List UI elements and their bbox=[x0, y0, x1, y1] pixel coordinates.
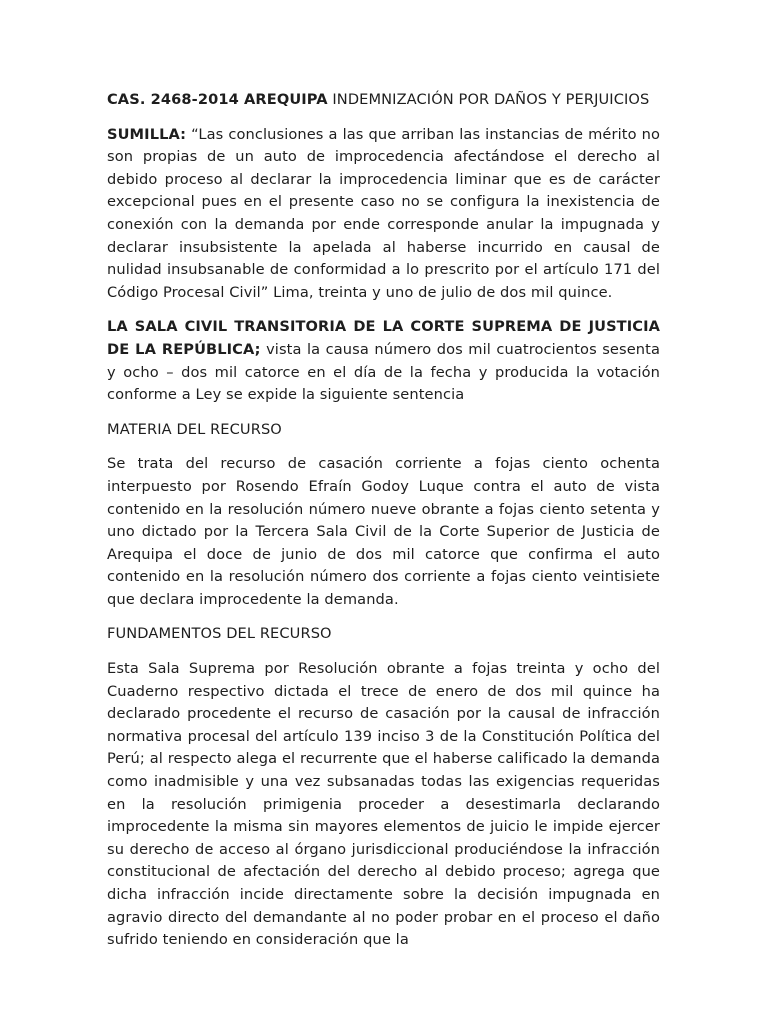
document-page bbox=[107, 89, 660, 964]
case-subject: INDEMNIZACIÓN POR DAÑOS Y PERJUICIOS bbox=[327, 91, 650, 108]
fundamentos-paragraph: Esta Sala Suprema por Resolución obrante a fojas treinta y ocho del Cuaderno respectivo dictada el trece de enero de dos mil quince ha declarado procedente el recurso de casación por la causal de infracción normativa procesal del artículo 139 inciso 3 de la Constitución Política del Perú; al respecto alega el recurrente que el haberse calificado la demanda como inadmisible y una vez subsanadas todas las exigencias requeridas en la resolución primigenia proceder a desestimarla declarando improcedente la misma sin mayores elementos de juicio le impide ejercer su derecho de acceso al órgano jurisdiccional produciéndose la infracción constitucional de afectación del derecho al debido proceso; agrega que dicha infracción incide directamente sobre la decisión impugnada en agravio directo del demandante al no poder probar en el proceso el daño sufrido teniendo en consideración que la bbox=[107, 660, 660, 949]
fundamentos-heading: FUNDAMENTOS DEL RECURSO bbox=[107, 625, 332, 643]
sumilla-text: “Las conclusiones a las que arriban las instancias de mérito no son propias de un auto de improcedencia afectándose el derecho al debido proceso al declarar la improcedencia liminar que es de carácter excepcional pues en el presente caso no se configura la inexistencia de conexión con la demanda por ende corresponde anular la impugnada y declarar insubsistente la apelada al haberse incurrido en causal de nulidad insubsanable de conformidad a lo prescrito por el artículo 171 del Código Procesal Civil” Lima, treinta y uno de julio de dos mil quince. bbox=[107, 125, 660, 301]
sala-text: vista la causa número dos mil cuatrocientos sesenta y ocho – dos mil catorce en el día de la fecha y producida la votación conforme a Ley se expide la siguiente sentencia bbox=[107, 340, 661, 404]
sumilla-label: SUMILLA: bbox=[107, 125, 187, 143]
case-number: CAS. 2468-2014 AREQUIPA bbox=[107, 91, 328, 108]
sumilla-paragraph bbox=[107, 124, 660, 305]
materia-heading: MATERIA DEL RECURSO bbox=[107, 420, 282, 438]
sala-label: LA SALA CIVIL TRANSITORIA DE LA CORTE SUPREMA DE JUSTICIA DE LA REPÚBLICA; bbox=[107, 318, 660, 358]
case-header bbox=[107, 89, 660, 112]
sala-paragraph bbox=[107, 316, 660, 406]
materia-paragraph: Se trata del recurso de casación corriente a fojas ciento ochenta interpuesto por Rosendo Efraín Godoy Luque contra el auto de vista contenido en la resolución número nueve obrante a fojas ciento setenta y uno dictado por la Tercera Sala Civil de la Corte Superior de Justicia de Arequipa el doce de junio de dos mil catorce que confirma el auto contenido en la resolución número dos corriente a fojas ciento veintisiete que declara improcedente la demanda. bbox=[107, 455, 660, 608]
